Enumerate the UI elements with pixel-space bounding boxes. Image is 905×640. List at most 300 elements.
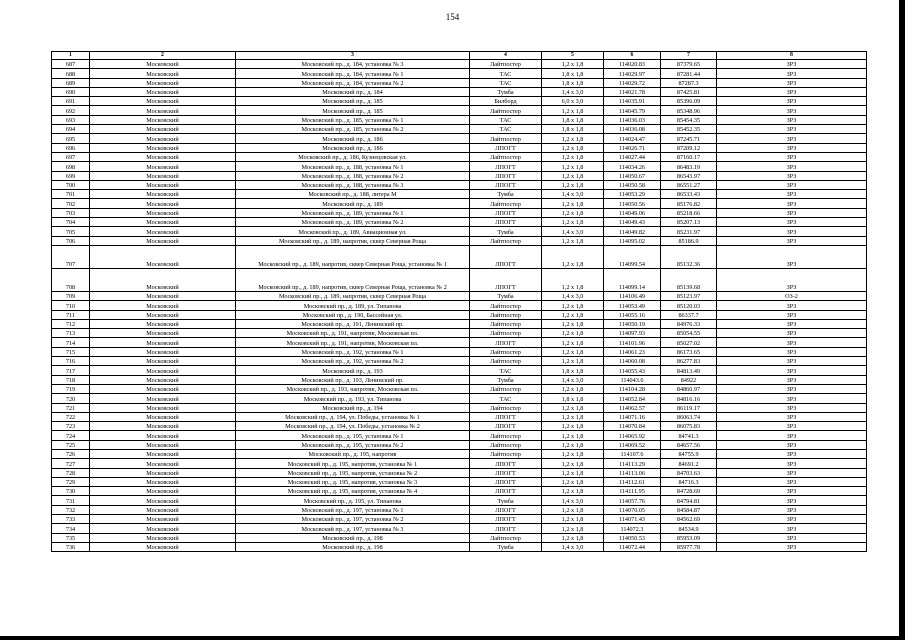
zone-cell: ЗРЗ [717,384,867,393]
construction-type-cell: ТАС [470,394,542,403]
table-header-row [52,52,867,60]
table-row [52,245,867,268]
table-row [52,152,867,161]
table-row [52,97,867,106]
row-number-cell: 733 [52,515,90,524]
size-cell: 1,2 х 1,8 [542,347,604,356]
size-cell: 1,2 х 1,8 [542,431,604,440]
construction-type-cell: ТАС [470,115,542,124]
coord-y-cell: 85176.82 [661,199,717,208]
coord-y-cell: 84534.9 [661,524,717,533]
coord-y-cell: 84584.87 [661,505,717,514]
row-number-cell: 728 [52,468,90,477]
zone-cell: ЗРЗ [717,347,867,356]
size-cell: 1,2 х 1,8 [542,245,604,268]
construction-type-cell: Лайтпостер [470,301,542,310]
address-cell: Московский пр., д. 191, напротив, Московская пл. [236,338,470,347]
col-header: 8 [717,52,867,60]
district-cell: Московский [90,329,236,338]
district-cell: Московский [90,310,236,319]
size-cell: 1,2 х 1,8 [542,310,604,319]
address-cell: Московский пр., д. 189, напротив, сквер Северная Роща [236,291,470,300]
district-cell: Московский [90,375,236,384]
coord-y-cell: 85207.13 [661,218,717,227]
col-header: 1 [52,52,90,60]
table-row [52,134,867,143]
district-cell: Московский [90,268,236,291]
table-row [52,125,867,134]
district-cell: Московский [90,152,236,161]
coord-y-cell: 86277.83 [661,357,717,366]
construction-type-cell: Лайтпостер [470,347,542,356]
row-number-cell: 689 [52,78,90,87]
address-cell: Московский пр., д. 184 [236,87,470,96]
construction-type-cell: ЛПОГТ [470,487,542,496]
coord-y-cell: 85186.9 [661,236,717,245]
coord-y-cell: 86551.27 [661,180,717,189]
row-number-cell: 696 [52,143,90,152]
coord-y-cell: 84703.63 [661,468,717,477]
district-cell: Московский [90,449,236,458]
district-cell: Московский [90,477,236,486]
row-number-cell: 715 [52,347,90,356]
coord-x-cell: 114065.92 [604,431,661,440]
table-row [52,106,867,115]
zone-cell: ЗРЗ [717,106,867,115]
construction-type-cell: ТАС [470,69,542,78]
coord-y-cell: 85452.35 [661,125,717,134]
address-cell: Московский пр., д. 191, напротив, Московская пл. [236,329,470,338]
table-row [52,78,867,87]
zone-cell: ЗРЗ [717,329,867,338]
size-cell: 1,2 х 1,8 [542,171,604,180]
coord-y-cell: 85123.97 [661,291,717,300]
size-cell: 1,2 х 1,8 [542,106,604,115]
coord-x-cell: 114055.43 [604,366,661,375]
size-cell: 1,2 х 1,8 [542,152,604,161]
address-cell: Московский пр., д. 189, напротив, сквер Северная Роща, установка № 2 [236,268,470,291]
zone-cell: ЗРЗ [717,227,867,236]
address-cell: Московский пр., д. 185, установка № 1 [236,115,470,124]
coord-x-cell: 114050.67 [604,171,661,180]
table-row [52,319,867,328]
size-cell: 1,4 х 3,0 [542,190,604,199]
coord-y-cell: 85054.55 [661,329,717,338]
table-row [52,468,867,477]
row-number-cell: 687 [52,60,90,69]
district-cell: Московский [90,440,236,449]
coord-y-cell: 84716.3 [661,477,717,486]
district-cell: Московский [90,394,236,403]
zone-cell: ЗРЗ [717,422,867,431]
address-cell: Московский пр., д. 189, напротив, сквер Северная Роща [236,236,470,245]
size-cell: 1,2 х 1,8 [542,329,604,338]
coord-y-cell: 85120.03 [661,301,717,310]
district-cell: Московский [90,208,236,217]
table-row [52,357,867,366]
construction-type-cell: ЛПОГТ [470,412,542,421]
table-row [52,236,867,245]
coord-x-cell: 114113.06 [604,468,661,477]
coord-x-cell: 114106.49 [604,291,661,300]
address-cell: Московский пр., д. 193, ул. Типанова [236,394,470,403]
row-number-cell: 721 [52,403,90,412]
coord-y-cell: 85139.68 [661,268,717,291]
row-number-cell: 709 [52,291,90,300]
coord-y-cell: 86063.74 [661,412,717,421]
col-header: 6 [604,52,661,60]
table-row [52,143,867,152]
row-number-cell: 708 [52,268,90,291]
col-header: 5 [542,52,604,60]
row-number-cell: 732 [52,505,90,514]
row-number-cell: 702 [52,199,90,208]
district-cell: Московский [90,143,236,152]
address-cell: Московский пр., д. 195, установка № 1 [236,431,470,440]
coord-x-cell: 114026.71 [604,143,661,152]
size-cell: 1,2 х 1,8 [542,268,604,291]
col-header: 7 [661,52,717,60]
zone-cell: ЗРЗ [717,515,867,524]
table-row [52,338,867,347]
coord-y-cell: 86075.83 [661,422,717,431]
table-row [52,515,867,524]
table-row [52,449,867,458]
district-cell: Московский [90,69,236,78]
row-number-cell: 714 [52,338,90,347]
coord-y-cell: 85218.66 [661,208,717,217]
address-cell: Московский пр., д. 195, установка № 2 [236,440,470,449]
district-cell: Московский [90,422,236,431]
zone-cell: ЗРЗ [717,431,867,440]
address-cell: Московский пр., д. 189, ул. Типанова [236,301,470,310]
coord-x-cell: 114050.58 [604,180,661,189]
coord-x-cell: 114035.91 [604,97,661,106]
size-cell: 1,2 х 1,8 [542,477,604,486]
col-header: 3 [236,52,470,60]
zone-cell: ЗРЗ [717,440,867,449]
coord-y-cell: 87209.12 [661,143,717,152]
address-cell: Московский пр., д. 194, ул. Победы, установка № 2 [236,422,470,431]
coord-y-cell: 85454.35 [661,115,717,124]
zone-cell: ЗРЗ [717,125,867,134]
table-row [52,190,867,199]
row-number-cell: 718 [52,375,90,384]
table-row [52,199,867,208]
row-number-cell: 731 [52,496,90,505]
row-number-cell: 706 [52,236,90,245]
size-cell: 1,8 х 1,8 [542,115,604,124]
coord-x-cell: 114036.03 [604,115,661,124]
address-cell: Московский пр., д. 197, установка № 1 [236,505,470,514]
size-cell: 1,2 х 1,8 [542,505,604,514]
construction-type-cell: Лайтпостер [470,440,542,449]
address-cell: Московский пр., д. 190, Бассейная ул. [236,310,470,319]
district-cell: Московский [90,347,236,356]
construction-type-cell: Лайтпостер [470,403,542,412]
district-cell: Московский [90,384,236,393]
zone-cell: ЗРЗ [717,487,867,496]
zone-cell: ЗРЗ [717,180,867,189]
district-cell: Московский [90,319,236,328]
size-cell: 1,4 х 3,0 [542,375,604,384]
zone-cell: ОЗ-2 [717,291,867,300]
zone-cell: ЗРЗ [717,152,867,161]
district-cell: Московский [90,412,236,421]
table-row [52,69,867,78]
coord-x-cell: 114099.54 [604,245,661,268]
coord-x-cell: 114050.53 [604,533,661,542]
construction-type-cell: Тумба [470,87,542,96]
coord-y-cell: 84976.33 [661,319,717,328]
address-cell: Московский пр., д. 195, напротив, установка № 3 [236,477,470,486]
district-cell: Московский [90,291,236,300]
table-row [52,440,867,449]
zone-cell: ЗРЗ [717,477,867,486]
coord-y-cell: 86173.65 [661,347,717,356]
coord-x-cell: 114049.82 [604,227,661,236]
size-cell: 1,2 х 1,8 [542,236,604,245]
coord-x-cell: 114069.52 [604,440,661,449]
table-row [52,384,867,393]
zone-cell: ЗРЗ [717,533,867,542]
coord-y-cell: 84794.81 [661,496,717,505]
address-cell: Московский пр., д. 188, установка № 3 [236,180,470,189]
row-number-cell: 734 [52,524,90,533]
table-row [52,375,867,384]
construction-type-cell: Тумба [470,291,542,300]
size-cell: 1,4 х 3,0 [542,227,604,236]
page-number: 154 [445,12,460,22]
construction-type-cell: ЛПОГТ [470,459,542,468]
row-number-cell: 730 [52,487,90,496]
table-row [52,533,867,542]
size-cell: 1,2 х 1,8 [542,449,604,458]
coord-x-cell: 114053.29 [604,190,661,199]
zone-cell: ЗРЗ [717,375,867,384]
construction-type-cell: Тумба [470,375,542,384]
construction-type-cell: ТАС [470,78,542,87]
zone-cell: ЗРЗ [717,190,867,199]
table-row [52,412,867,421]
col-header: 4 [470,52,542,60]
address-cell: Московский пр., д. 195, напротив, установка № 4 [236,487,470,496]
coord-y-cell: 85953.09 [661,533,717,542]
coord-x-cell: 114104.28 [604,384,661,393]
district-cell: Московский [90,468,236,477]
row-number-cell: 693 [52,115,90,124]
zone-cell: ЗРЗ [717,496,867,505]
row-number-cell: 695 [52,134,90,143]
row-number-cell: 690 [52,87,90,96]
row-number-cell: 723 [52,422,90,431]
construction-type-cell: ЛПОГТ [470,268,542,291]
zone-cell: ЗРЗ [717,338,867,347]
district-cell: Московский [90,496,236,505]
address-cell: Московский пр., д. 189 [236,199,470,208]
size-cell: 1,8 х 1,8 [542,69,604,78]
row-number-cell: 711 [52,310,90,319]
coord-y-cell: 85396.09 [661,97,717,106]
row-number-cell: 717 [52,366,90,375]
construction-type-cell: ЛПОГТ [470,505,542,514]
address-cell: Московский пр., д. 198 [236,533,470,542]
table-row [52,171,867,180]
row-number-cell: 699 [52,171,90,180]
zone-cell: ЗРЗ [717,97,867,106]
size-cell: 1,2 х 1,8 [542,338,604,347]
district-cell: Московский [90,115,236,124]
coord-x-cell: 114052.84 [604,394,661,403]
row-number-cell: 726 [52,449,90,458]
address-cell: Московский пр., д. 195, ул. Типанова [236,496,470,505]
size-cell: 1,2 х 1,8 [542,218,604,227]
address-cell: Московский пр., д. 189, Авиационная ул. [236,227,470,236]
coord-x-cell: 114095.02 [604,236,661,245]
coord-y-cell: 87379.65 [661,60,717,69]
address-cell: Московский пр., д. 193, напротив, Московская пл. [236,384,470,393]
construction-type-cell: Лайтпостер [470,329,542,338]
size-cell: 1,2 х 1,8 [542,533,604,542]
size-cell: 1,2 х 1,8 [542,208,604,217]
table-row [52,459,867,468]
construction-type-cell: Лайтпостер [470,384,542,393]
table-row [52,347,867,356]
coord-x-cell: 114053.49 [604,301,661,310]
address-cell: Московский пр., д. 192, установка № 1 [236,347,470,356]
zone-cell: ЗРЗ [717,468,867,477]
zone-cell: ЗРЗ [717,505,867,514]
coord-x-cell: 114034.26 [604,162,661,171]
row-number-cell: 719 [52,384,90,393]
size-cell: 1,2 х 1,8 [542,422,604,431]
address-cell: Московский пр., д. 197, установка № 3 [236,524,470,533]
row-number-cell: 735 [52,533,90,542]
size-cell: 1,2 х 1,8 [542,459,604,468]
scan-edge-right [899,0,905,640]
district-cell: Московский [90,171,236,180]
table-row [52,227,867,236]
table-row [52,524,867,533]
zone-cell: ЗРЗ [717,134,867,143]
coord-x-cell: 114070.84 [604,422,661,431]
construction-type-cell: ЛПОГТ [470,180,542,189]
zone-cell: ЗРЗ [717,69,867,78]
register-table [51,51,867,552]
address-cell: Московский пр., д. 185 [236,106,470,115]
coord-y-cell: 86483.19 [661,162,717,171]
size-cell: 1,2 х 1,8 [542,319,604,328]
coord-x-cell: 114050.56 [604,199,661,208]
district-cell: Московский [90,134,236,143]
size-cell: 1,2 х 1,8 [542,301,604,310]
address-cell: Московский пр., д. 186 [236,134,470,143]
construction-type-cell: Лайтпостер [470,533,542,542]
zone-cell: ЗРЗ [717,319,867,328]
construction-type-cell: Тумба [470,496,542,505]
construction-type-cell: Лайтпостер [470,236,542,245]
table-row [52,291,867,300]
table-row [52,87,867,96]
table-row [52,268,867,291]
table-row [52,403,867,412]
construction-type-cell: Тумба [470,542,542,551]
coord-x-cell: 114027.44 [604,152,661,161]
district-cell: Московский [90,515,236,524]
table-row [52,218,867,227]
zone-cell: ЗРЗ [717,394,867,403]
zone-cell: ЗРЗ [717,87,867,96]
coord-y-cell: 84741.3 [661,431,717,440]
row-number-cell: 694 [52,125,90,134]
row-number-cell: 692 [52,106,90,115]
size-cell: 1,2 х 1,8 [542,162,604,171]
coord-x-cell: 114107.6 [604,449,661,458]
table-row [52,208,867,217]
district-cell: Московский [90,403,236,412]
address-cell: Московский пр., д. 195, напротив, установка № 2 [236,468,470,477]
table-row [52,505,867,514]
construction-type-cell: ЛПОГТ [470,468,542,477]
address-cell: Московский пр., д. 192, установка № 2 [236,357,470,366]
coord-x-cell: 114071.43 [604,515,661,524]
district-cell: Московский [90,245,236,268]
address-cell: Московский пр., д. 189, установка № 2 [236,218,470,227]
zone-cell: ЗРЗ [717,162,867,171]
row-number-cell: 697 [52,152,90,161]
size-cell: 1,2 х 1,8 [542,412,604,421]
construction-type-cell: ЛПОГТ [470,422,542,431]
district-cell: Московский [90,87,236,96]
address-cell: Московский пр., д. 189, напротив, сквер Северная Роща, установка № 1 [236,245,470,268]
table-row [52,366,867,375]
coord-x-cell: 114113.29 [604,459,661,468]
construction-type-cell: ЛПОГТ [470,245,542,268]
size-cell: 1,2 х 1,8 [542,60,604,69]
size-cell: 1,2 х 1,8 [542,403,604,412]
table-row [52,301,867,310]
address-cell: Московский пр., д. 185 [236,97,470,106]
row-number-cell: 722 [52,412,90,421]
size-cell: 1,4 х 3,0 [542,542,604,551]
row-number-cell: 736 [52,542,90,551]
zone-cell: ЗРЗ [717,60,867,69]
district-cell: Московский [90,431,236,440]
construction-type-cell: Билборд [470,97,542,106]
address-cell: Московский пр., д. 184, установка № 2 [236,78,470,87]
coord-x-cell: 114049.06 [604,208,661,217]
address-cell: Московский пр., д. 184, установка № 3 [236,60,470,69]
construction-type-cell: ТАС [470,125,542,134]
district-cell: Московский [90,78,236,87]
size-cell: 1,2 х 1,8 [542,143,604,152]
row-number-cell: 729 [52,477,90,486]
size-cell: 1,2 х 1,8 [542,357,604,366]
size-cell: 1,2 х 1,8 [542,134,604,143]
row-number-cell: 725 [52,440,90,449]
size-cell: 1,2 х 1,8 [542,384,604,393]
address-cell: Московский пр., д. 188, литера М [236,190,470,199]
coord-y-cell: 84816.16 [661,394,717,403]
coord-y-cell: 85132.36 [661,245,717,268]
coord-x-cell: 114049.43 [604,218,661,227]
coord-x-cell: 114020.83 [604,60,661,69]
address-cell: Московский пр., д. 193, Ленинский пр. [236,375,470,384]
table-row [52,310,867,319]
construction-type-cell: Тумба [470,190,542,199]
address-cell: Московский пр., д. 194 [236,403,470,412]
construction-type-cell: ЛПОГТ [470,338,542,347]
